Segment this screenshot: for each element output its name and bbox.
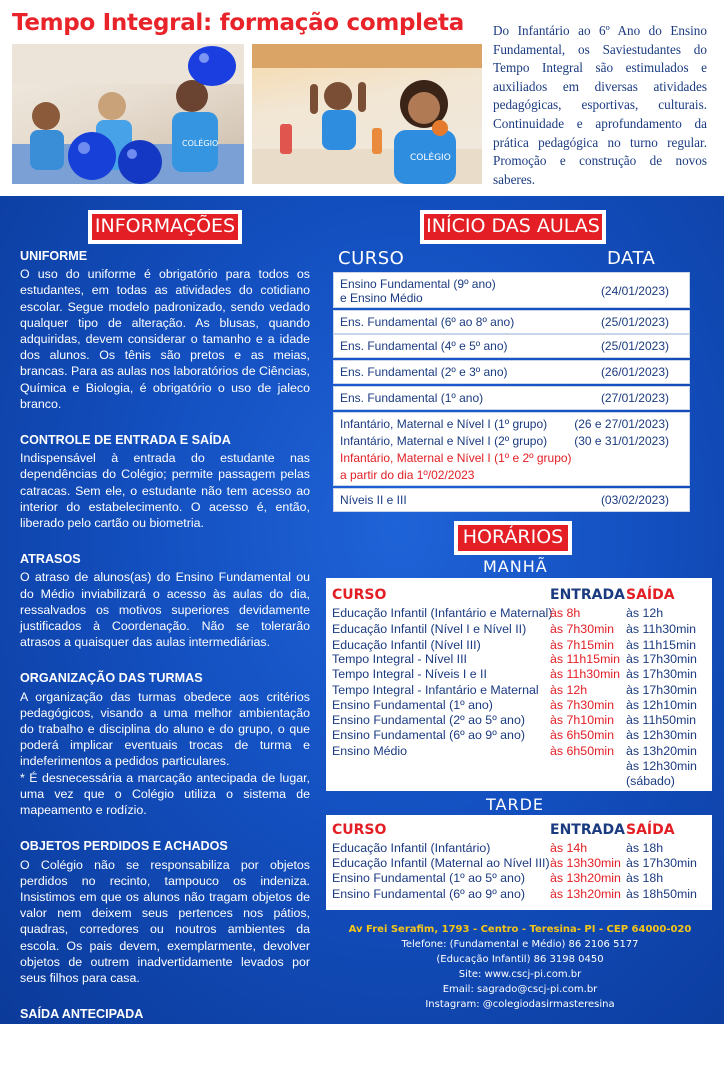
row-entrada: às 13h20min <box>550 887 621 901</box>
row-saida: às 17h30min <box>626 856 697 870</box>
row-entrada: às 11h30min <box>550 667 621 681</box>
row-saida-note: (sábado) <box>626 774 675 788</box>
row-entrada: às 13h30min <box>550 856 621 870</box>
footer-instagram: Instagram: @colegiodasirmasteresina <box>425 999 615 1010</box>
row-curso: Tempo Integral - Infantário e Maternal <box>332 683 539 697</box>
table-row <box>332 698 712 713</box>
row-saida: às 17h30min <box>626 652 697 666</box>
section-body: O atraso de alunos(as) do Ensino Fundamental ou do Médio inviabilizará o acesso às aulas do dia, ressalvados os motivos superiores devidamente justificados à Coordenação. Não se tolerarão atrasos a quaisquer das aulas intermediárias. <box>20 570 310 650</box>
tarde-heading: TARDE <box>486 795 545 814</box>
inicio-data: (26 e 27/01/2023) <box>574 417 669 431</box>
row-saida: às 12h30min <box>626 759 697 773</box>
row-curso: Ensino Fundamental (1º ano) <box>332 698 493 712</box>
inicio-heading: INÍCIO DAS AULAS <box>420 210 606 244</box>
table-row-extra <box>332 759 712 774</box>
inicio-data: (24/01/2023) <box>600 284 669 298</box>
section-body: Indispensável à entrada do estudante nas dependências do Colégio; permite passagem pelas catracas. Sem ele, o estudante não tem acesso ao interior do estabelecimento. O acesso é, então, liberado pelo cartão ou biometria. <box>20 451 310 531</box>
row-curso: Ensino Médio <box>332 744 408 758</box>
inicio-curso: Infantário, Maternal e Nível I (2º grupo) <box>340 434 548 448</box>
inicio-curso: Ens. Fundamental (4º e 5º ano) <box>340 339 508 353</box>
table-row <box>332 713 712 728</box>
top-section <box>0 0 724 196</box>
inicio-data: (30 e 31/01/2023) <box>574 434 669 448</box>
inicio-data: (27/01/2023) <box>600 391 669 405</box>
section-body: A organização das turmas obedece aos critérios pedagógicos, visando a uma melhor ambientação do trabalho e disciplina do aluno e do grupo, o que poderá implicar eventuais trocas de turma e indeferimentos a pedidos particulares. <box>20 689 310 769</box>
inicio-data-highlight: a partir do dia 1º/02/2023 <box>340 468 475 482</box>
shirt-text-2: COLÉGIO <box>410 153 451 163</box>
col-entrada: ENTRADA <box>550 822 625 838</box>
inicio-row <box>333 334 690 358</box>
row-saida: às 12h10min <box>626 698 697 712</box>
horarios-heading: HORÁRIOS <box>454 521 572 555</box>
row-curso: Educação Infantil (Infantário e Maternal) <box>332 606 553 620</box>
table-row <box>332 887 712 902</box>
table-row <box>332 667 712 682</box>
row-saida: às 18h <box>626 871 664 885</box>
info-atrasos <box>20 551 310 650</box>
inicio-row <box>333 386 690 410</box>
row-entrada: às 7h30min <box>550 698 615 712</box>
section-body: O Colégio não se responsabiliza por objetos perdidos no recinto, tampouco os indeniza. Insistimos em que os alunos não tragam objetos de valor nem deixem seus pertences nos pátios, quadras, corredores ou noutros ambientes da escola. Os pais devem, exemplarmente, devolver objetos de outrem inadvertidamente levados por seus filhos para casa. <box>20 857 310 985</box>
table-row <box>332 622 712 637</box>
row-saida: às 18h50min <box>626 887 697 901</box>
row-entrada: às 11h15min <box>550 652 621 666</box>
footer-address: Av Frei Serafim, 1793 - Centro - Teresina- PI - CEP 64000-020 <box>348 924 692 935</box>
row-entrada: às 13h20min <box>550 871 621 885</box>
col-curso: CURSO <box>332 587 387 603</box>
section-title: UNIFORME <box>20 249 88 263</box>
contact-footer <box>330 922 710 1012</box>
manha-heading: MANHÃ <box>483 557 548 576</box>
row-saida: às 11h50min <box>626 713 697 727</box>
col-entrada: ENTRADA <box>550 587 625 603</box>
row-curso: Educação Infantil (Infantário) <box>332 841 491 855</box>
table-row-extra <box>332 774 712 789</box>
table-row <box>332 652 712 667</box>
section-title: CONTROLE DE ENTRADA E SAÍDA <box>20 433 231 448</box>
row-entrada: às 7h30min <box>550 622 615 636</box>
photo-students-balloons <box>12 44 244 184</box>
info-organizacao <box>20 670 310 818</box>
row-entrada: às 7h10min <box>550 713 615 727</box>
inicio-curso-highlight: Infantário, Maternal e Nível I (1º e 2º grupo) <box>340 451 572 465</box>
col-saida: SAÍDA <box>626 587 675 603</box>
photo-students-classroom <box>252 44 482 184</box>
page-title: Tempo Integral: formação completa <box>12 10 464 36</box>
row-saida: às 11h30min <box>626 622 697 636</box>
row-entrada: às 6h50min <box>550 728 615 742</box>
horarios-tarde-table <box>326 815 712 910</box>
row-entrada: às 6h50min <box>550 744 615 758</box>
inicio-row <box>333 272 690 308</box>
footer-phone-infantil: (Educação Infantil) 86 3198 0450 <box>436 954 604 965</box>
table-row <box>332 871 712 886</box>
section-body: Permitida apenas com autorização (ou presença) dos pais ou responsáveis (via agenda ou telefone). <box>20 1025 310 1056</box>
footer-site: Site: www.cscj-pi.com.br <box>458 969 582 980</box>
inicio-curso: Ens. Fundamental (6º ao 8º ano) <box>340 315 515 329</box>
row-saida: às 17h30min <box>626 683 697 697</box>
row-saida: às 18h <box>626 841 664 855</box>
row-entrada: às 14h <box>550 841 588 855</box>
inicio-row <box>333 360 690 384</box>
inicio-data: (03/02/2023) <box>600 493 669 507</box>
photo-illustration-2 <box>252 44 482 184</box>
row-saida: às 17h30min <box>626 667 697 681</box>
info-controle <box>20 432 310 531</box>
table-row <box>332 683 712 698</box>
intro-paragraph: Do Infantário ao 6º Ano do Ensino Fundamental, os Saviestudantes do Tempo Integral são estimulados e auxiliados em diversas atividades pedagógicas, esportivas, culturais. Continuidade e aprofundamento da prática pedagógica no turno regular. Promoção e construção de novos saberes. <box>493 23 707 187</box>
section-title: SAÍDA ANTECIPADA <box>20 1007 144 1022</box>
section-title: ORGANIZAÇÃO DAS TURMAS <box>20 671 203 686</box>
info-objetos <box>20 838 310 986</box>
table-row <box>332 744 712 759</box>
row-curso: Ensino Fundamental (6º ao 9º ano) <box>332 887 525 901</box>
row-saida: às 12h30min <box>626 728 697 742</box>
shirt-text-1: COLÉGIO <box>182 139 219 148</box>
inicio-curso: Ens. Fundamental (2º e 3º ano) <box>340 365 508 379</box>
inicio-row-infantil <box>333 412 690 486</box>
footer-phone: Telefone: (Fundamental e Médio) 86 2106 5177 <box>401 939 639 950</box>
row-curso: Tempo Integral - Nível III <box>332 652 467 666</box>
informacoes-heading: INFORMAÇÕES <box>88 210 242 244</box>
section-note: * É desnecessária a marcação antecipada de lugar, uma vez que o Colégio utiliza o sistema de mapeamento e rodízio. <box>20 770 310 818</box>
row-curso: Ensino Fundamental (1º ao 5º ano) <box>332 871 525 885</box>
row-curso: Ensino Fundamental (2º ao 5º ano) <box>332 713 525 727</box>
info-uniforme <box>20 248 310 412</box>
row-curso: Educação Infantil (Maternal ao Nível III) <box>332 856 550 870</box>
row-entrada: às 12h <box>550 683 588 697</box>
section-title: ATRASOS <box>20 552 81 567</box>
inicio-data: (26/01/2023) <box>600 365 669 379</box>
inicio-data: (25/01/2023) <box>600 339 669 353</box>
inicio-curso: Níveis II e III <box>340 493 407 507</box>
section-title: OBJETOS PERDIDOS E ACHADOS <box>20 839 228 854</box>
inicio-data: (25/01/2023) <box>600 315 669 329</box>
horarios-manha-table <box>326 578 712 791</box>
inicio-col-data: DATA <box>607 248 656 269</box>
row-saida: às 13h20min <box>626 744 697 758</box>
col-curso: CURSO <box>332 822 387 838</box>
row-saida: às 11h15min <box>626 638 697 652</box>
photo-illustration-1 <box>12 44 244 184</box>
table-row <box>332 841 712 856</box>
inicio-curso: Infantário, Maternal e Nível I (1º grupo) <box>340 417 548 431</box>
inicio-curso-line2: e Ensino Médio <box>340 291 423 305</box>
table-row <box>332 856 712 871</box>
row-entrada: às 7h15min <box>550 638 615 652</box>
row-saida: às 12h <box>626 606 664 620</box>
table-row <box>332 728 712 743</box>
row-curso: Ensino Fundamental (6º ao 9º ano) <box>332 728 525 742</box>
inicio-curso: Ens. Fundamental (1º ano) <box>340 391 484 405</box>
info-column <box>20 248 310 1077</box>
footer-email: Email: sagrado@cscj-pi.com.br <box>442 984 598 995</box>
section-body: O uso do uniforme é obrigatório para todos os estudantes, em todas as atividades do cotidiano escolar. Segue modelo padronizado, sendo vedado qualquer tipo de alteração. As blusas, quando adquiridas, devem considerar o tamanho e a idade dos alunos. Os tênis são pretos e as meias, brancas. Para as aulas nos laboratórios de Ciências, Química e Biologia, é obrigatório o uso de jaleco branco. <box>20 267 310 411</box>
table-row <box>332 606 712 621</box>
info-saida <box>20 1006 310 1057</box>
row-curso: Educação Infantil (Nível III) <box>332 638 481 652</box>
inicio-curso: Ensino Fundamental (9º ano) <box>340 277 496 291</box>
inicio-col-curso: CURSO <box>338 248 405 269</box>
table-row <box>332 638 712 653</box>
row-curso: Tempo Integral - Níveis I e II <box>332 667 487 681</box>
row-curso: Educação Infantil (Nível I e Nível II) <box>332 622 527 636</box>
inicio-row <box>333 488 690 512</box>
col-saida: SAÍDA <box>626 822 675 838</box>
inicio-row <box>333 310 690 334</box>
row-entrada: às 8h <box>550 606 581 620</box>
